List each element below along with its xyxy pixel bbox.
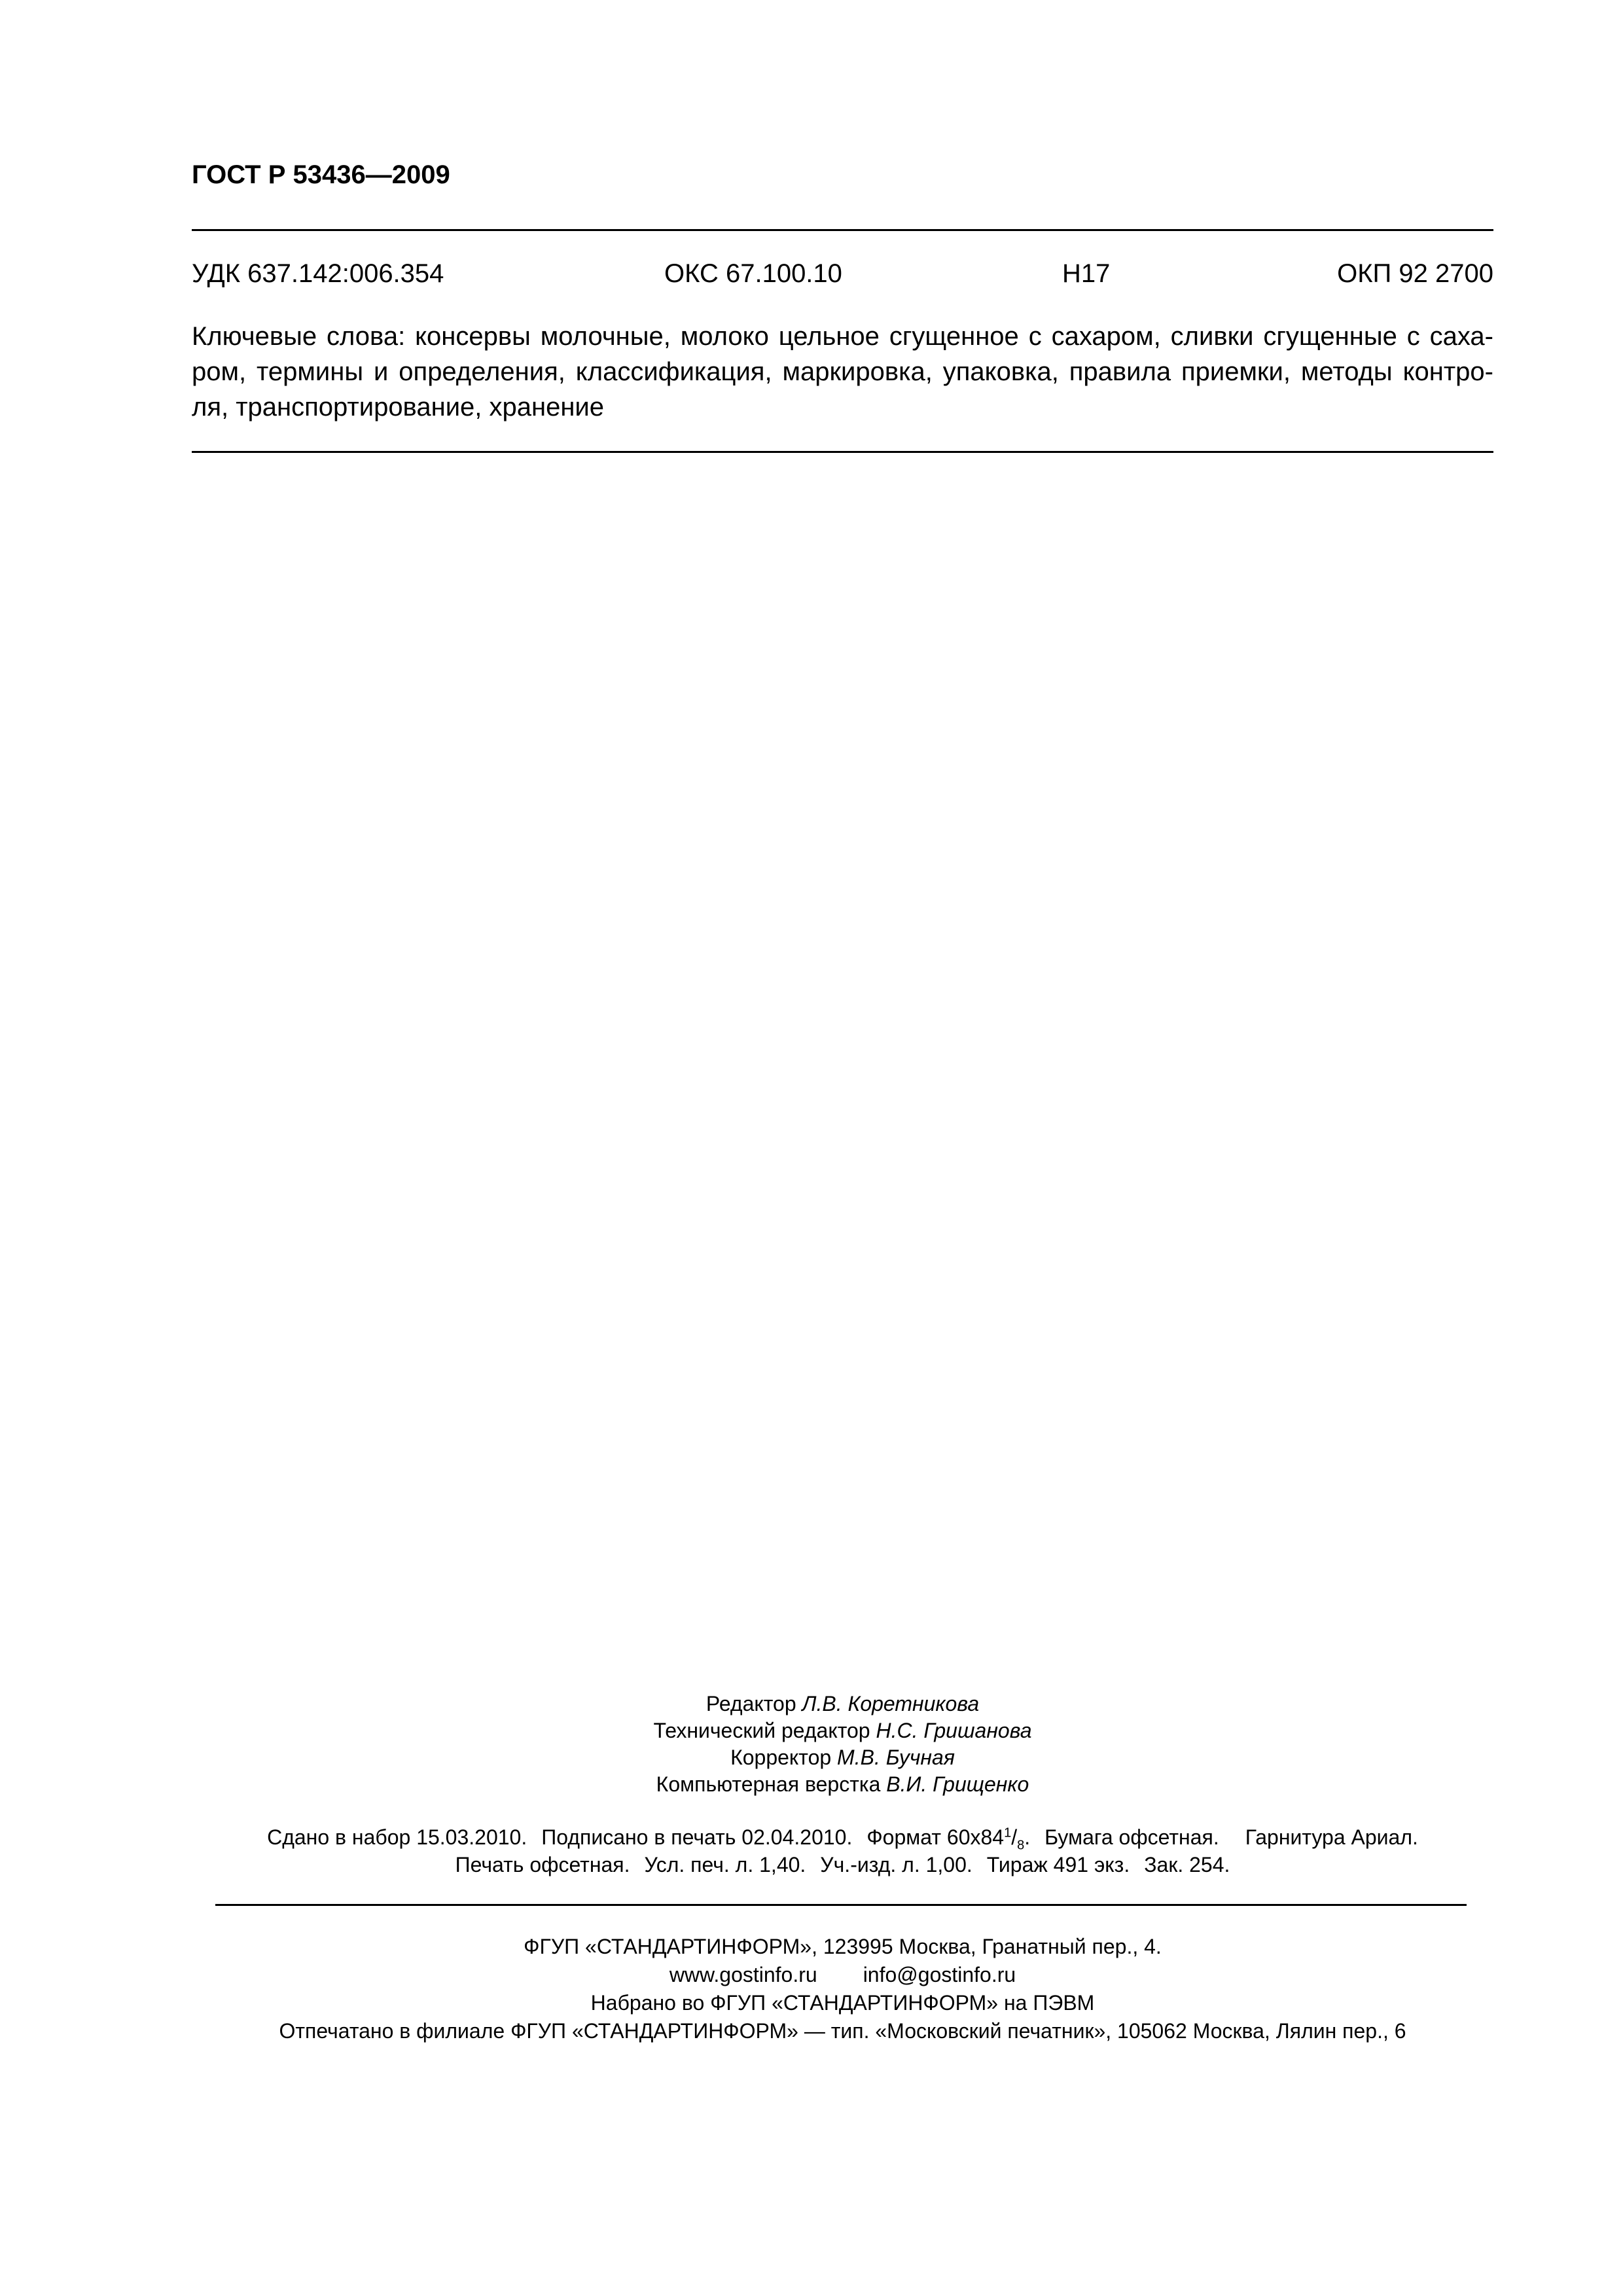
udk-code: УДК 637.142:006.354: [192, 259, 444, 288]
classification-codes-row: [192, 257, 1493, 291]
printed-sheets: Усл. печ. л. 1,40.: [644, 1853, 806, 1876]
keywords-line-3: ля, транспортирование, хранение: [192, 393, 605, 422]
paper-type: Бумага офсетная.: [1044, 1825, 1219, 1849]
order-number: Зак. 254.: [1144, 1853, 1230, 1876]
edition-sheets: Уч.-изд. л. 1,00.: [820, 1853, 972, 1876]
keywords-paragraph: [192, 319, 1493, 425]
publisher-contacts: [192, 1961, 1493, 1989]
colophon-credits: [192, 1691, 1493, 1798]
printed-note: Отпечатано в филиале ФГУП «СТАНДАРТИНФОРМ» — тип. «Московский печатник», 105062 Москва, Лялин пер., 6: [279, 2019, 1406, 2043]
typeface: Гарнитура Ариал.: [1245, 1825, 1418, 1849]
publisher-address: ФГУП «СТАНДАРТИНФОРМ», 123995 Москва, Гранатный пер., 4.: [524, 1935, 1162, 1958]
tech-editor-role: Технический редактор: [653, 1719, 870, 1742]
tech-editor-line: [192, 1717, 1493, 1744]
print-info-line-2: [192, 1851, 1493, 1878]
tech-editor-name: Н.С. Гришанова: [876, 1719, 1032, 1742]
print-info: [192, 1823, 1493, 1878]
top-rule: [192, 229, 1493, 231]
publisher-website[interactable]: www.gostinfo.ru: [669, 1963, 817, 1986]
publisher-email[interactable]: info@gostinfo.ru: [863, 1963, 1016, 1986]
group-code: Н17: [1062, 259, 1111, 288]
submitted-date: Сдано в набор 15.03.2010.: [267, 1825, 527, 1849]
typeset-note: Набрано во ФГУП «СТАНДАРТИНФОРМ» на ПЭВМ: [590, 1991, 1095, 2015]
print-type: Печать офсетная.: [455, 1853, 630, 1876]
layout-line: [192, 1771, 1493, 1798]
circulation: Тираж 491 экз.: [986, 1853, 1130, 1876]
proofreader-line: [192, 1744, 1493, 1771]
proofreader-role: Корректор: [730, 1746, 832, 1769]
print-info-line-1: [192, 1823, 1493, 1851]
oks-code: ОКС 67.100.10: [664, 259, 842, 288]
keywords-rule: [192, 451, 1493, 453]
keywords-line-1: Ключевые слова: консервы молочные, молоко цельное сгущенное с сахаром, сливки сгущенные с саха-: [192, 322, 1493, 351]
editor-role: Редактор: [705, 1692, 796, 1715]
keywords-line-2: ром, термины и определения, классификация, маркировка, упаковка, правила приемки, методы контро-: [192, 357, 1493, 386]
publisher-info: [192, 1933, 1493, 2045]
print-format: Формат $60х84^1/_8$.: [866, 1825, 1031, 1853]
okp-code: ОКП 92 2700: [1337, 259, 1493, 288]
publisher-rule: [215, 1904, 1467, 1906]
signed-date: Подписано в печать 02.04.2010.: [541, 1825, 853, 1849]
document-title: ГОСТ Р 53436—2009: [192, 160, 450, 189]
proofreader-name: М.В. Бучная: [837, 1746, 955, 1769]
editor-line: [192, 1691, 1493, 1717]
layout-role: Компьютерная верстка: [656, 1772, 881, 1796]
layout-name: В.И. Грищенко: [886, 1772, 1029, 1796]
editor-name: Л.В. Коретникова: [802, 1692, 980, 1715]
